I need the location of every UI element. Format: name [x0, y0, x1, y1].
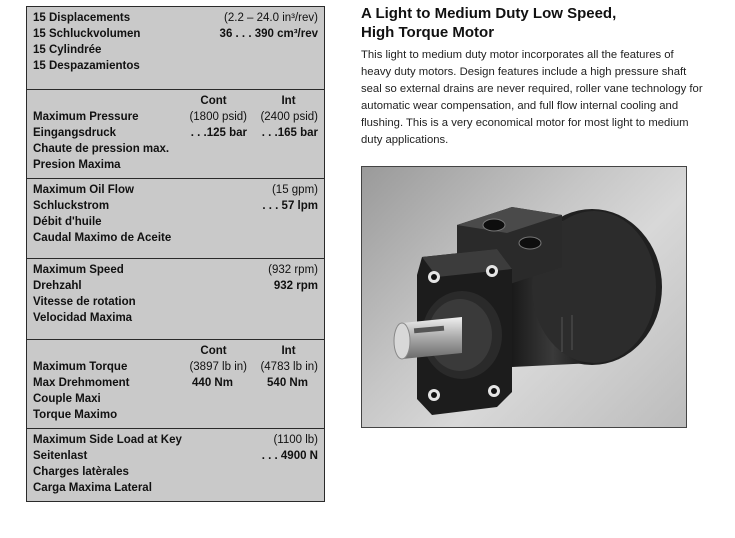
speed-value-metric: 932 rpm [273, 280, 318, 292]
speed-block [27, 259, 324, 340]
speed-label-en: Maximum Speed [33, 264, 124, 276]
displacement-label-fr: 15 Cylindrée [33, 44, 102, 56]
pressure-cont-imperial: (1800 psid) [189, 111, 247, 123]
pressure-col-int: Int [281, 95, 296, 107]
pressure-int-metric: . . .165 bar [261, 127, 318, 139]
torque-cont-metric: 440 Nm [192, 377, 233, 389]
torque-label-fr: Couple Maxi [33, 393, 101, 405]
oil-flow-block [27, 179, 324, 259]
torque-label-en: Maximum Torque [33, 361, 128, 373]
side-load-block [27, 429, 324, 501]
torque-block [27, 340, 324, 429]
side-load-value-metric: . . . 4900 N [261, 450, 318, 462]
displacement-block [27, 7, 324, 90]
pressure-label-fr: Chaute de pression max. [33, 143, 170, 155]
oil-flow-label-es: Caudal Maximo de Aceite [33, 232, 172, 244]
speed-label-fr: Vitesse de rotation [33, 296, 136, 308]
side-load-label-en: Maximum Side Load at Key [33, 434, 182, 446]
displacement-value-metric: 36 . . . 390 cm³/rev [219, 28, 318, 40]
side-load-label-es: Carga Maxima Lateral [33, 482, 152, 494]
spec-panel [26, 6, 325, 502]
pressure-cont-metric: . . .125 bar [190, 127, 247, 139]
pressure-label-es: Presion Maxima [33, 159, 121, 171]
displacement-label-de: 15 Schluckvolumen [33, 28, 141, 40]
speed-value-imperial: (932 rpm) [268, 264, 318, 276]
speed-label-de: Drehzahl [33, 280, 82, 292]
oil-flow-value-metric: . . . 57 lpm [262, 200, 318, 212]
displacement-label-es: 15 Despazamientos [33, 60, 140, 72]
oil-flow-label-de: Schluckstrom [33, 200, 110, 212]
article-heading-line1: A Light to Medium Duty Low Speed, [361, 5, 617, 22]
article-heading [361, 4, 706, 42]
article-heading-line2: High Torque Motor [361, 24, 495, 41]
article-description: This light to medium duty motor incorporates all the features of heavy duty motors. Design features include a high pressure shaft seal so external drains are never required, roller vane technology for automatic wear compensation, and full flow internal cooling and flushing. This is a very economical motor for most light to medium duty applications. [361, 49, 703, 146]
article [361, 4, 706, 149]
oil-flow-label-en: Maximum Oil Flow [33, 184, 134, 196]
torque-col-int: Int [281, 345, 296, 357]
oil-flow-label-fr: Débit d'huile [33, 216, 102, 228]
torque-col-cont: Cont [200, 345, 227, 357]
pressure-label-de: Eingangsdruck [33, 127, 117, 139]
displacement-value-imperial: (2.2 – 24.0 in³/rev) [224, 12, 318, 24]
motor-photo [361, 166, 687, 428]
speed-label-es: Velocidad Maxima [33, 312, 133, 324]
side-load-label-de: Seitenlast [33, 450, 88, 462]
torque-label-es: Torque Maximo [33, 409, 118, 421]
hydraulic-motor-illustration [362, 167, 686, 427]
displacement-label-en: 15 Displacements [33, 12, 131, 24]
pressure-label-en: Maximum Pressure [33, 111, 139, 123]
side-load-label-fr: Charges latèrales [33, 466, 129, 478]
oil-flow-value-imperial: (15 gpm) [271, 184, 318, 196]
pressure-col-cont: Cont [200, 95, 227, 107]
torque-label-de: Max Drehmoment [33, 377, 130, 389]
torque-int-imperial: (4783 lb in) [260, 361, 318, 373]
pressure-int-imperial: (2400 psid) [260, 111, 318, 123]
torque-int-metric: 540 Nm [267, 377, 308, 389]
torque-cont-imperial: (3897 lb in) [189, 361, 247, 373]
side-load-value-imperial: (1100 lb) [273, 434, 318, 446]
pressure-block [27, 90, 324, 179]
